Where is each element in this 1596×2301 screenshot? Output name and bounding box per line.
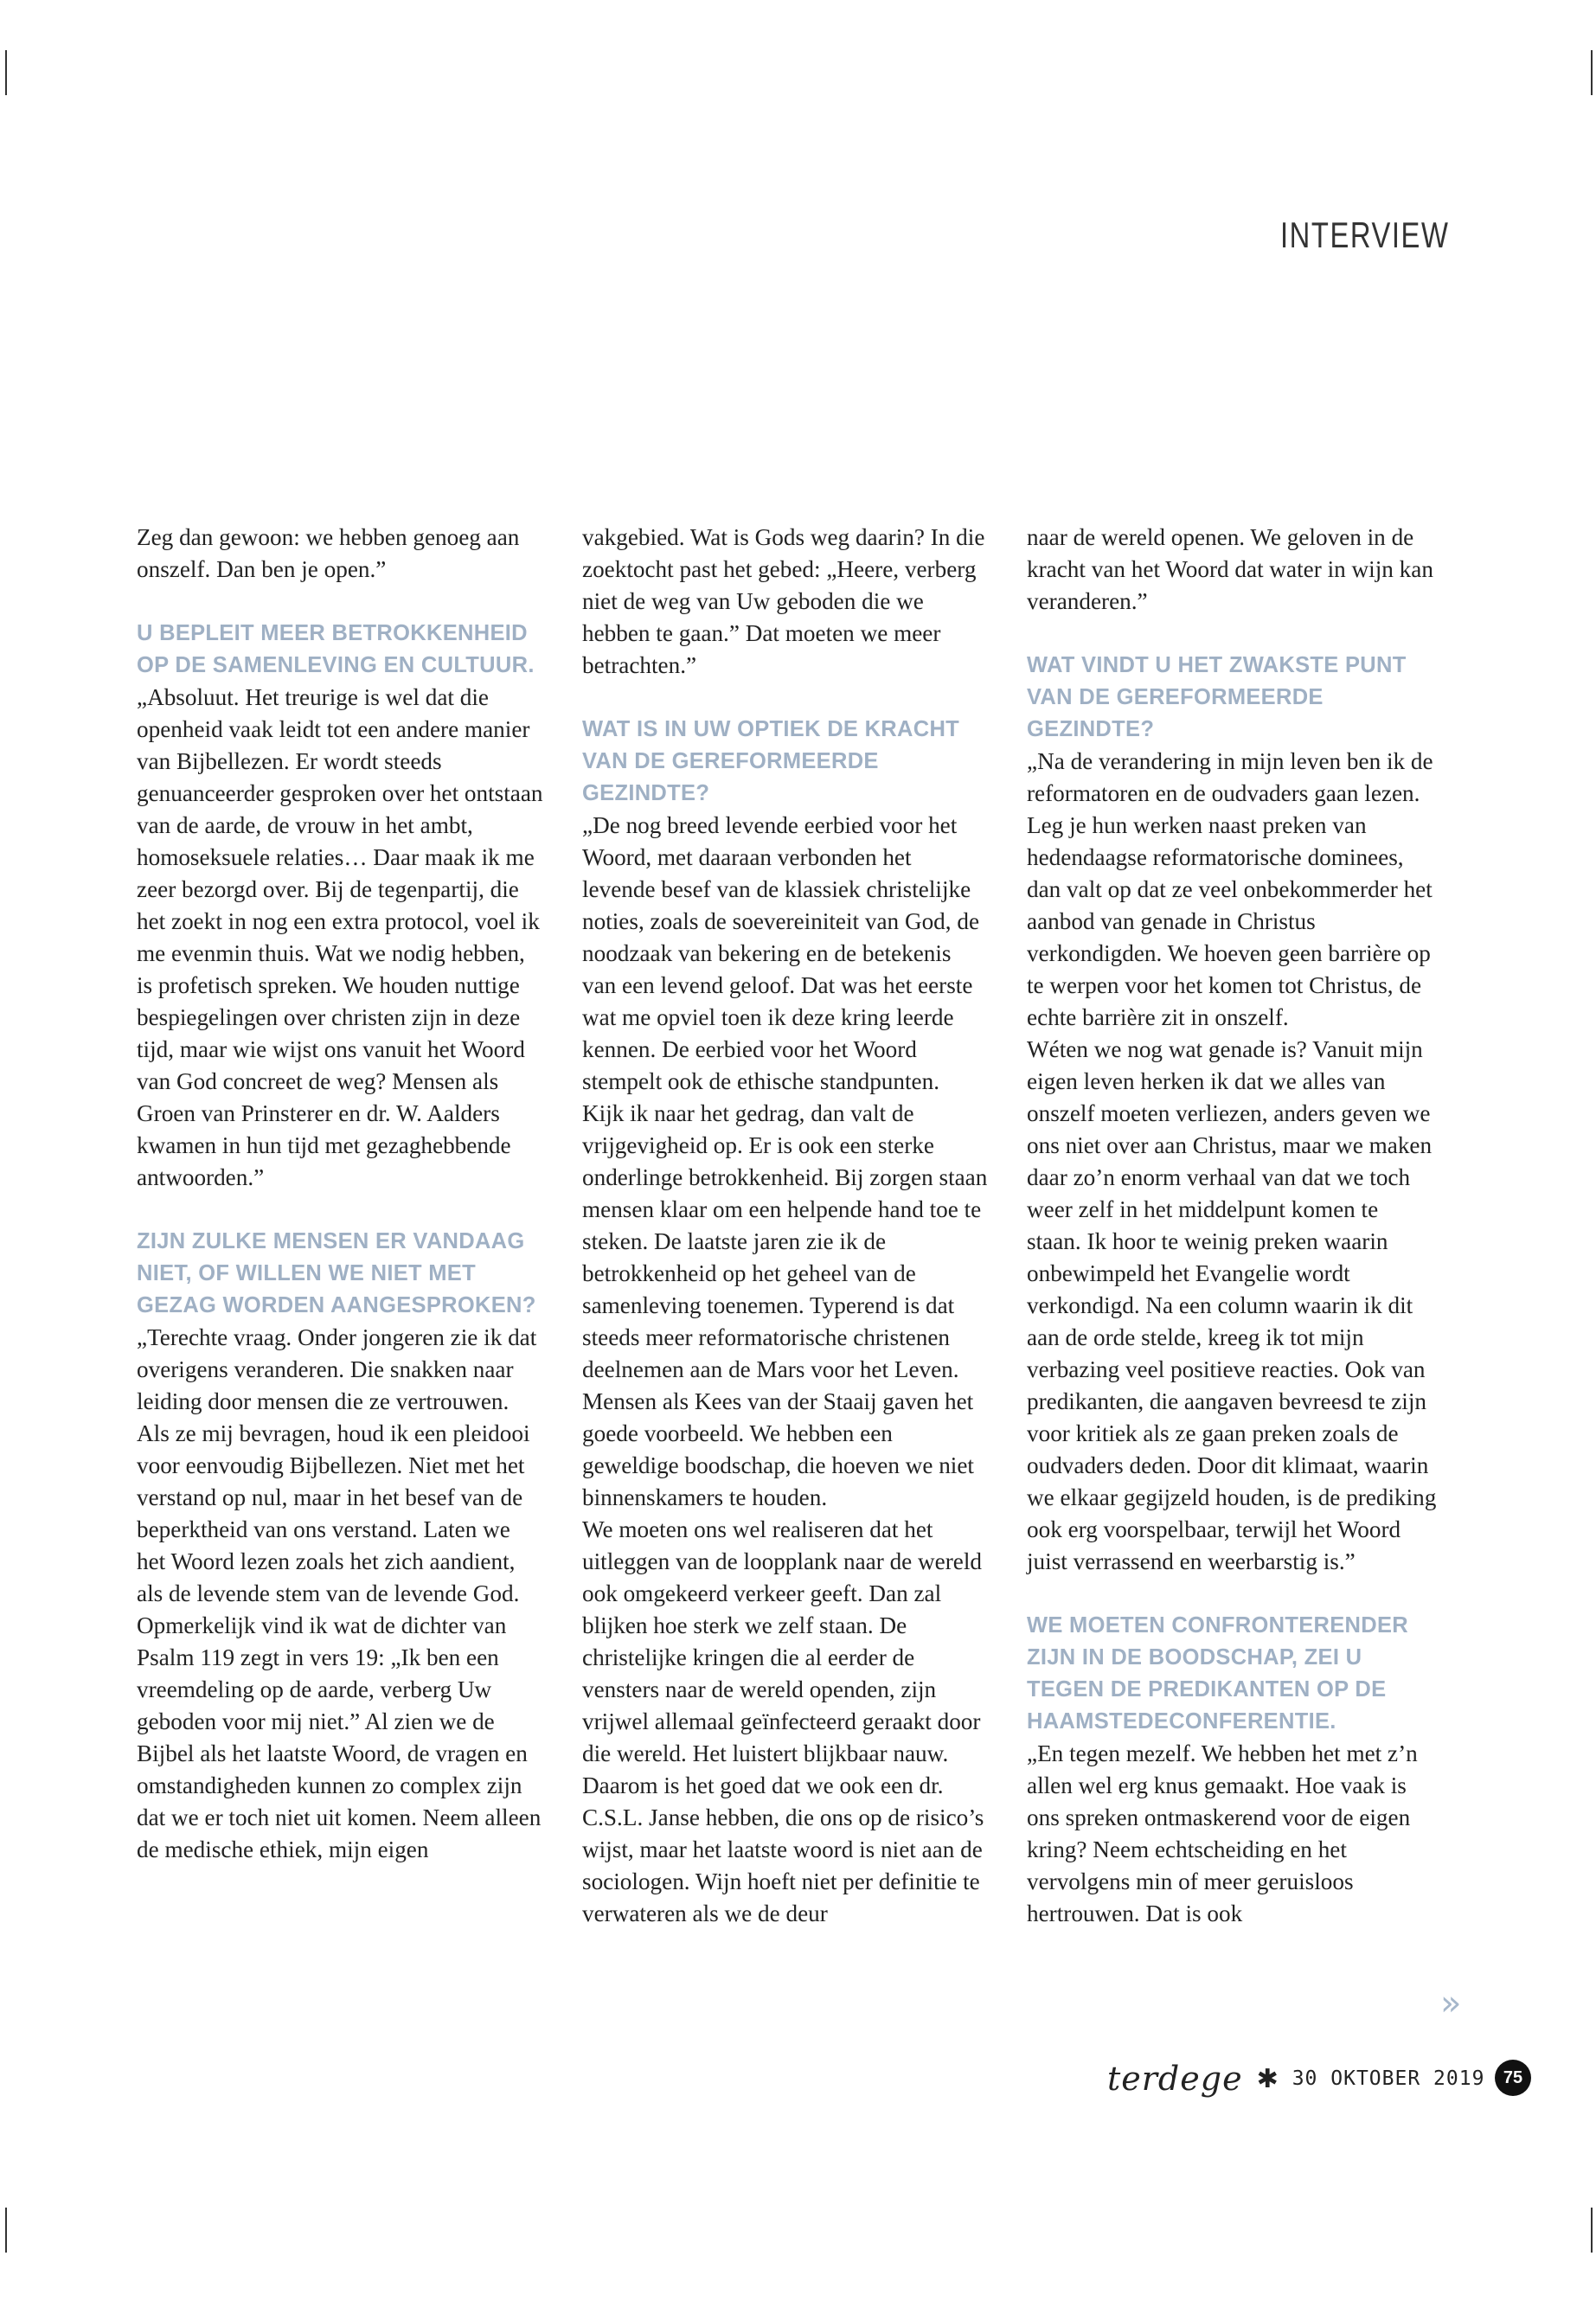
- double-chevron-right-icon: »: [1440, 1984, 1462, 2023]
- crop-mark-bottom-left: [5, 2208, 7, 2253]
- interview-question: WE MOETEN CONFRONTERENDER ZIJN IN DE BOODSCHAP, ZEI U TEGEN DE PREDIKANTEN OP DE HAAMSTEDECONFERENTIE.: [1027, 1613, 1408, 1734]
- body-paragraph: „Absoluut. Het treurige is wel dat die openheid vaak leidt tot een andere manier van Bijbellezen. Er wordt steeds genuanceerder gesproken over het ontstaan van de aarde, de vrouw in het ambt, homoseksuele relaties… Daar maak ik me zeer bezorgd over. Bij de tegenpartij, die het zoekt in nog een extra protocol, voel ik me evenmin thuis. Wat we nodig hebben, is profetisch spreken. We houden nuttige bespiegelingen over christen zijn in deze tijd, maar wie wijst ons vanuit het Woord van God concreet de weg? Mensen als Groen van Prinsterer en dr. W. Aalders kwamen in hun tijd met gezaghebbende antwoorden.”: [137, 684, 543, 1190]
- body-paragraph: „Terechte vraag. Onder jongeren zie ik dat overigens veranderen. Die snakken naar leiding door mensen die ze vertrouwen. Als ze mij bevragen, houd ik een pleidooi voor eenvoudig Bijbellezen. Niet met het verstand op nul, maar in het besef van de beperktheid van ons verstand. Laten we het Woord lezen zoals het zich aandient, als de levende stem van de levende God. Opmerkelijk vind ik wat de dichter van Psalm 119 zegt in vers 19: „Ik ben een vreemdeling op de aarde, verberg Uw geboden voor mij niet.” Al zien we de Bijbel als het laatste Woord, de vragen en omstandigheden kunnen zo complex zijn dat we er toch niet uit komen. Neem alleen de medische ethiek, mijn eigen: [137, 1324, 542, 1862]
- body-paragraph: Kijk ik naar het gedrag, dan valt de vrijgevigheid op. Er is ook een sterke onderlinge betrokkenheid. Bij zorgen staan mensen klaar om een helpende hand toe te steken. De laatste jaren zie ik de betrokkenheid op het geheel van de samenleving toenemen. Typerend is dat steeds meer reformatorische christenen deelnemen aan de Mars voor het Leven. Mensen als Kees van der Staaij gaven het goede voorbeeld. We hebben een geweldige boodschap, die hoeven we niet binnenskamers te houden.: [582, 1100, 988, 1510]
- section-label: INTERVIEW: [1280, 215, 1450, 255]
- page-footer: [1107, 2057, 1484, 2100]
- page-number: 75: [1495, 2060, 1531, 2096]
- interview-question: WAT IS IN UW OPTIEK DE KRACHT VAN DE GEREFORMEERDE GEZINDTE?: [582, 717, 960, 805]
- body-paragraph: „En tegen mezelf. We hebben het met z’n allen wel erg knus gemaakt. Hoe vaak is ons spreken ontmaskerend voor de eigen kring? Neem echtscheiding en het vervolgens min of meer geruisloos hertrouwen. Dat is ook: [1027, 1740, 1418, 1926]
- body-paragraph: Wéten we nog wat genade is? Vanuit mijn eigen leven herken ik dat we alles van onszelf moeten verliezen, anders geven we ons niet over aan Christus, maar we maken daar zo’n enorm verhaal van dat we toch weer zelf in het middelpunt komen te staan. Ik hoor te weinig preken waarin onbewimpeld het Evangelie wordt verkondigd. Na een column waarin ik dit aan de orde stelde, kreeg ik tot mijn verbazing veel positieve reacties. Ook van predikanten, die aangaven bevreesd te zijn voor kritiek als ze gaan preken zoals de oudvaders deden. Door dit klimaat, waarin we elkaar gegijzeld houden, is de prediking ook erg voorspelbaar, terwijl het Woord juist verrassend en weerbarstig is.”: [1027, 1036, 1437, 1574]
- crop-mark-top-right: [1591, 50, 1593, 95]
- crop-mark-bottom-right: [1591, 2208, 1593, 2253]
- interview-question: WAT VINDT U HET ZWAKSTE PUNT VAN DE GEREFORMEERDE GEZINDTE?: [1027, 653, 1407, 741]
- magazine-brand: terdege: [1107, 2060, 1243, 2098]
- crop-mark-top-left: [5, 50, 7, 95]
- body-paragraph: „De nog breed levende eerbied voor het Woord, met daaraan verbonden het levende besef van de klassiek christelijke noties, zoals de soevereiniteit van God, de noodzaak van bekering en de betekenis van een levend geloof. Dat was het eerste wat me opviel toen ik deze kring leerde kennen. De eerbied voor het Woord stempelt ook de ethische standpunten.: [582, 812, 980, 1094]
- body-paragraph: „Na de verandering in mijn leven ben ik de reformatoren en de oudvaders gaan lezen. Leg je hun werken naast preken van hedendaagse reformatorische dominees, dan valt op dat ze veel onbekommerder het aanbod van genade in Christus verkondigden. We hoeven geen barrière op te werpen voor het komen tot Christus, de echte barrière zit in onszelf.: [1027, 748, 1433, 1030]
- body-paragraph: Zeg dan gewoon: we hebben genoeg aan onszelf. Dan ben je open.”: [137, 524, 520, 582]
- interview-question: U BEPLEIT MEER BETROKKENHEID OP DE SAMENLEVING EN CULTUUR.: [137, 621, 535, 677]
- body-paragraph: We moeten ons wel realiseren dat het uitleggen van de loopplank naar de wereld ook omgekeerd verkeer geeft. Dan zal blijken hoe sterk we zelf staan. De christelijke kringen die al eerder de vensters naar de wereld openden, zijn vrijwel allemaal geïnfecteerd geraakt door die wereld. Het luistert blijkbaar nauw. Daarom is het goed dat we ook een dr. C.S.L. Janse hebben, die ons op de risico’s wijst, maar het laatste woord is niet aan de sociologen. Wijn hoeft niet per definitie te verwateren als we de deur: [582, 1516, 984, 1926]
- article-column-3: [1027, 522, 1437, 1930]
- body-paragraph: naar de wereld openen. We geloven in de kracht van het Woord dat water in wijn kan veranderen.”: [1027, 524, 1433, 614]
- article-column-2: [582, 522, 989, 1930]
- issue-date: 30 OKTOBER 2019: [1292, 2067, 1485, 2090]
- interview-question: ZIJN ZULKE MENSEN ER VANDAAG NIET, OF WILLEN WE NIET MET GEZAG WORDEN AANGESPROKEN?: [137, 1229, 536, 1317]
- body-paragraph: vakgebied. Wat is Gods weg daarin? In die zoektocht past het gebed: „Heere, verberg niet de weg van Uw geboden die we hebben te gaan.” Dat moeten we meer betrachten.”: [582, 524, 985, 678]
- asterisk-icon: ✱: [1256, 2063, 1279, 2094]
- article-column-1: [137, 522, 543, 1866]
